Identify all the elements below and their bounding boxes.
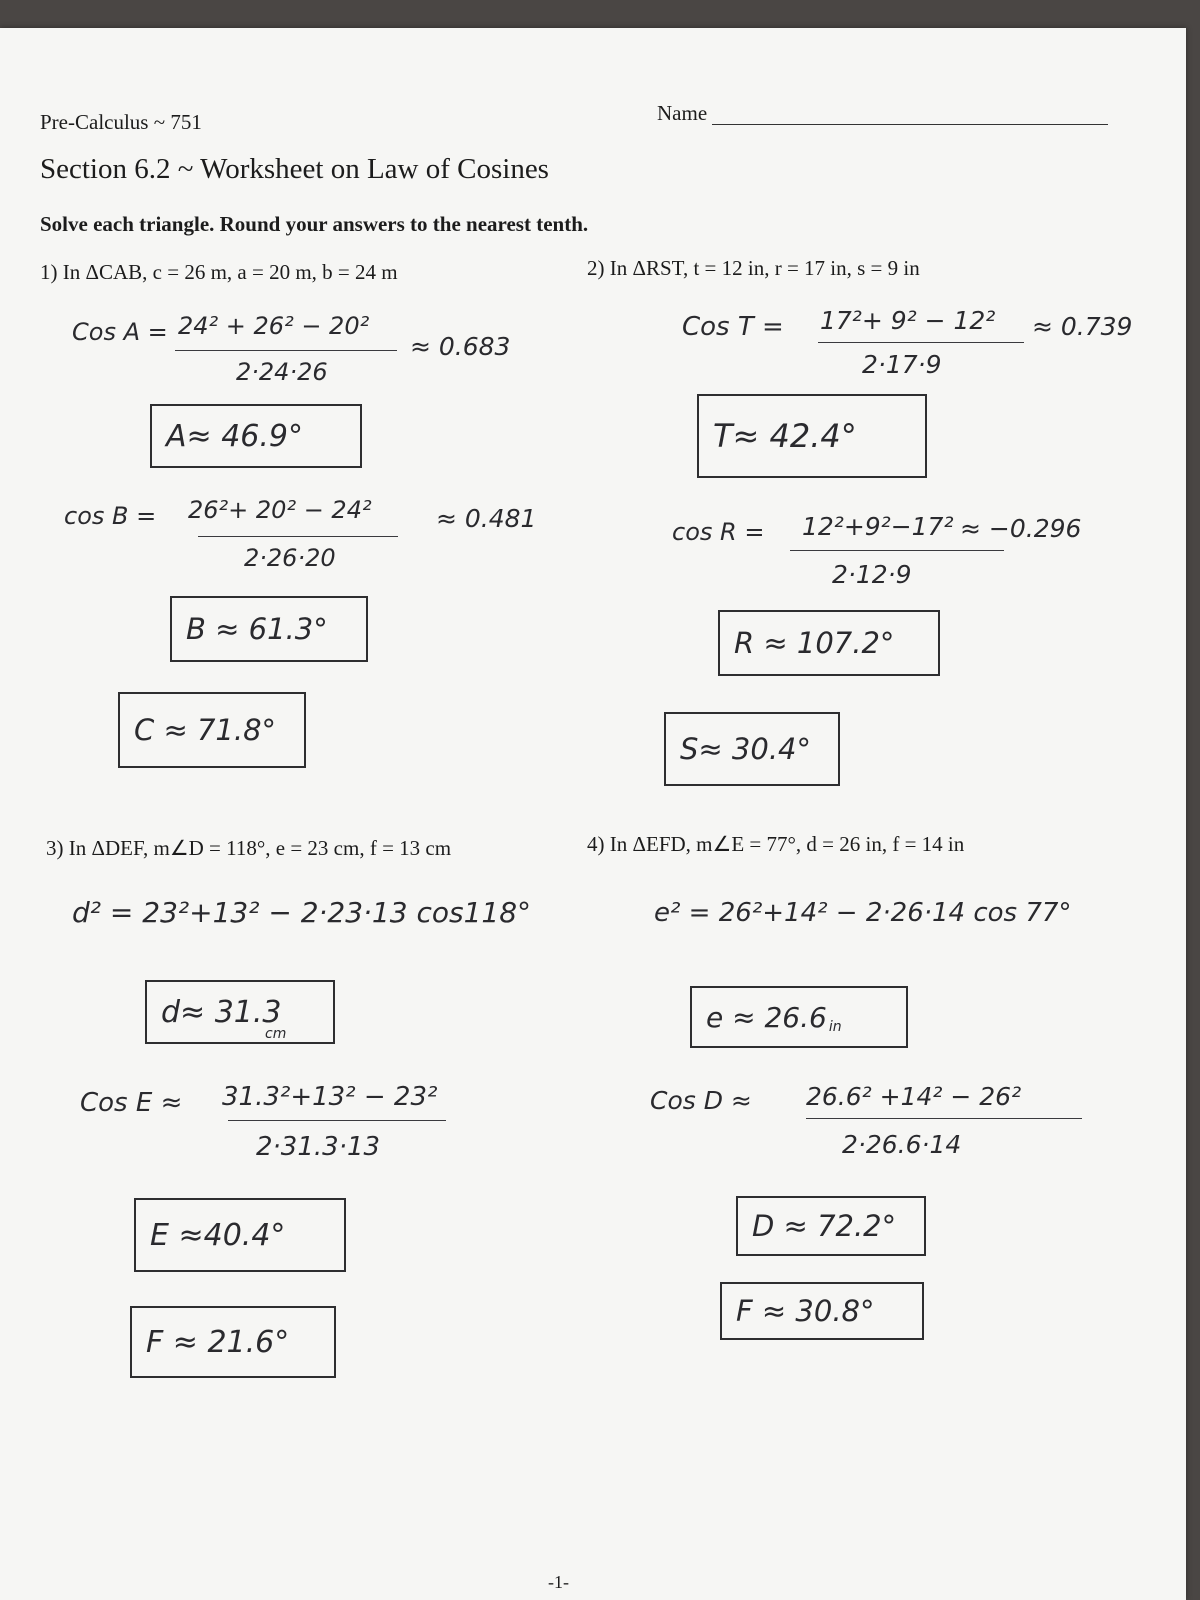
- instructions: Solve each triangle. Round your answers to the nearest tenth.: [40, 212, 589, 236]
- p4-answer-e: [690, 986, 908, 1048]
- p1-answer-A: A≈ 46.9°: [150, 404, 362, 468]
- p1-cosA-lhs: Cos A =: [72, 318, 168, 346]
- p1-cosB-lhs: cos B =: [64, 502, 157, 530]
- p1-cosA-numerator: 24² + 26² − 20²: [178, 312, 370, 340]
- p3-answer-F: F ≈ 21.6°: [130, 1306, 336, 1378]
- p3-cosE-lhs: Cos E ≈: [80, 1088, 183, 1118]
- p1-answer-B: B ≈ 61.3°: [170, 596, 368, 662]
- p2-cosR-fraction-bar: [790, 550, 1004, 551]
- p1-cosA-fraction-bar: [175, 350, 397, 351]
- p2-cosR-lhs: cos R =: [672, 518, 765, 546]
- worksheet-page: [0, 28, 1186, 1600]
- p1-cosA-value: ≈ 0.683: [410, 332, 511, 361]
- p2-cosR-numerator: 12²+9²−17²: [802, 512, 954, 541]
- p3-cosE-fraction-bar: [228, 1120, 446, 1121]
- p4-answer-e-unit: in: [828, 1019, 842, 1035]
- p4-answer-F: F ≈ 30.8°: [720, 1282, 924, 1340]
- p2-cosT-lhs: Cos T =: [682, 312, 784, 342]
- p4-cosD-fraction-bar: [806, 1118, 1082, 1119]
- p3-cosE-denominator: 2·31.3·13: [256, 1132, 381, 1162]
- p4-e-equation: e² = 26²+14² − 2·26·14 cos 77°: [654, 898, 1072, 928]
- course-label: Pre-Calculus ~ 751: [40, 110, 202, 134]
- p4-cosD-numerator: 26.6² +14² − 26²: [806, 1082, 1022, 1111]
- name-blank-line: [712, 124, 1108, 125]
- p2-answer-S: S≈ 30.4°: [664, 712, 840, 786]
- problem-2-prompt: 2) In ΔRST, t = 12 in, r = 17 in, s = 9 in: [587, 256, 920, 280]
- p2-answer-R: R ≈ 107.2°: [718, 610, 940, 676]
- page-number: -1-: [548, 1572, 569, 1592]
- p4-cosD-lhs: Cos D ≈: [650, 1086, 752, 1115]
- p3-answer-d-unit: cm: [265, 1026, 287, 1042]
- p1-cosB-fraction-bar: [198, 536, 398, 537]
- p2-answer-T: T≈ 42.4°: [697, 394, 927, 478]
- p3-d-equation: d² = 23²+13² − 2·23·13 cos118°: [72, 896, 532, 929]
- p1-cosB-value: ≈ 0.481: [436, 504, 537, 533]
- p1-cosA-denominator: 2·24·26: [236, 358, 328, 386]
- p2-cosT-numerator: 17²+ 9² − 12²: [820, 306, 996, 335]
- p4-answer-e-value: e ≈ 26.6: [706, 1000, 827, 1034]
- p1-cosB-denominator: 2·26·20: [244, 544, 336, 572]
- p2-cosR-denominator: 2·12·9: [832, 560, 912, 589]
- p3-answer-d-value: d≈ 31.3: [161, 994, 282, 1030]
- p3-cosE-numerator: 31.3²+13² − 23²: [222, 1082, 438, 1112]
- p3-answer-d: [145, 980, 335, 1044]
- problem-1-prompt: 1) In ΔCAB, c = 26 m, a = 20 m, b = 24 m: [40, 260, 398, 284]
- p3-answer-E: E ≈40.4°: [134, 1198, 346, 1272]
- name-label: Name: [657, 101, 708, 125]
- problem-3-prompt: 3) In ΔDEF, m∠D = 118°, e = 23 cm, f = 13 cm: [46, 836, 452, 860]
- p1-answer-C: C ≈ 71.8°: [118, 692, 306, 768]
- p1-cosB-numerator: 26²+ 20² − 24²: [188, 496, 372, 524]
- p4-cosD-denominator: 2·26.6·14: [842, 1130, 962, 1159]
- p2-cosR-value: ≈ −0.296: [960, 514, 1082, 543]
- p2-cosT-fraction-bar: [818, 342, 1024, 343]
- page-title: Section 6.2 ~ Worksheet on Law of Cosines: [40, 153, 549, 185]
- p2-cosT-denominator: 2·17·9: [862, 350, 942, 379]
- p2-cosT-value: ≈ 0.739: [1032, 312, 1133, 341]
- problem-4-prompt: 4) In ΔEFD, m∠E = 77°, d = 26 in, f = 14 in: [587, 832, 965, 856]
- p4-answer-D: D ≈ 72.2°: [736, 1196, 926, 1256]
